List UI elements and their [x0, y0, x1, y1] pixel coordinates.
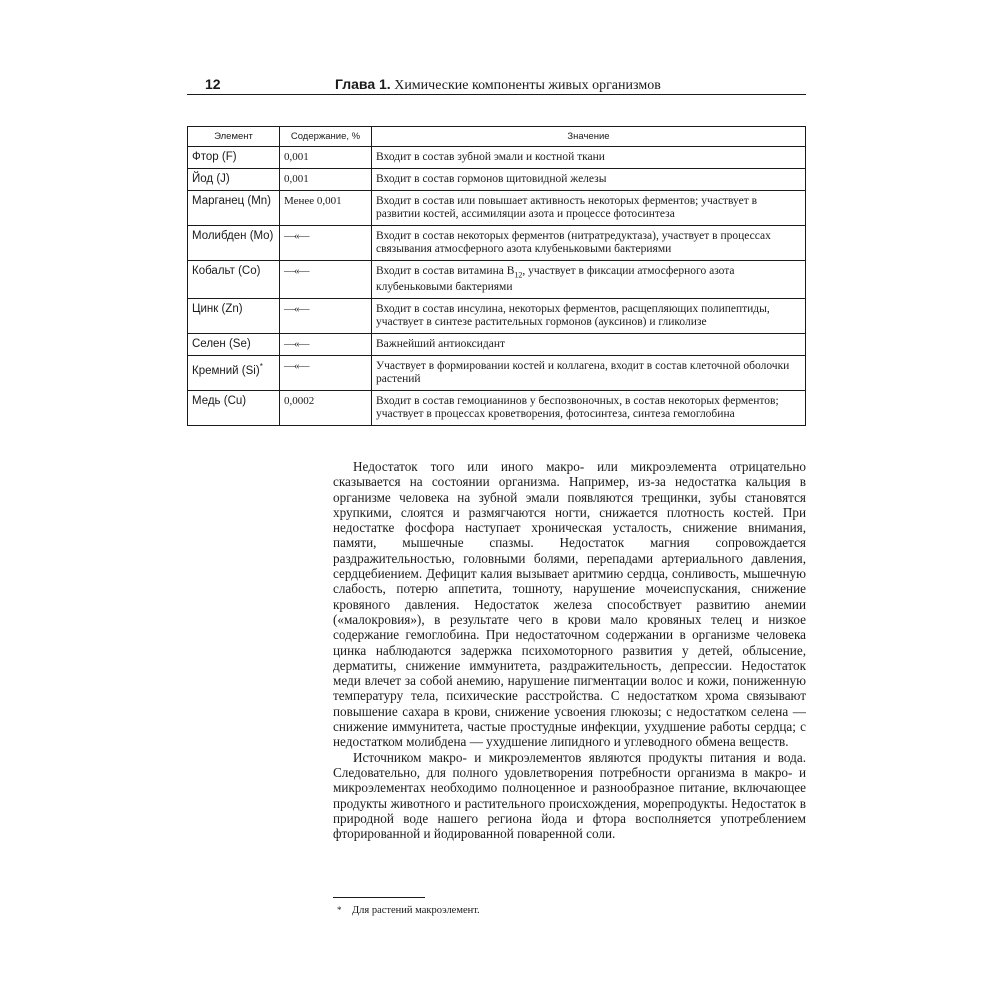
- content-cell: 0,0002: [280, 391, 372, 426]
- content-cell: —«—: [280, 356, 372, 391]
- content-cell: 0,001: [280, 147, 372, 169]
- footnote: [337, 904, 480, 917]
- footnote-mark: *: [337, 905, 342, 915]
- running-head: [335, 76, 661, 94]
- table-row: [188, 261, 806, 299]
- body-text: [333, 459, 806, 841]
- table-row: [188, 391, 806, 426]
- footnote-text: Для растений макроэлемент.: [352, 905, 480, 916]
- meaning-text-end: , участвует в фиксации атмосферного азота клубеньковыми бактериями: [376, 265, 735, 294]
- paragraph-deficiency: Недостаток того или иного макро- или микроэлемента отрицательно сказывается на состоянии организма. Например, из-за недостатка кальция в организме человека на зубной эмали появляются трещинки, зубы становятся хрупкими, слоятся и размягчаются ногти, снижается плотность костей. При недостатке фосфора наступает хроническая усталость, снижение внимания, памяти, мышечные спазмы. Недостаток магния сопровождается раздражительностью, головными болями, перепадами артериального давления, сердцебиением. Дефицит калия вызывает аритмию сердца, сонливость, мышечную слабость, потерю аппетита, тошноту, нарушение мочеиспускания, снижение кровяного давления. Недостаток железа способствует развитию анемии («малокровия»), в результате чего в крови мало кровяных телец и низкое содержание гемоглобина. При недостаточном содержании в организме человека цинка наблюдаются задержка психомоторного развития у детей, облысение, дерматиты, снижение иммунитета, раздражительность, депрессии. Недостаток меди влечет за собой анемию, нарушение пигментации волос и кожи, пониженную температуру тела, психические расстройства. С недостатком хрома связывают повышение сахара в крови, снижение усвоения глюкозы; с недостатком селена — снижение иммунитета, частые простудные инфекции, ухудшение работы сердца; с недостатком молибдена — ухудшение липидного и углеводного обмена веществ.: [333, 459, 806, 750]
- vitamin-subscript: 12: [514, 270, 523, 280]
- content-cell: —«—: [280, 226, 372, 261]
- content-cell: —«—: [280, 334, 372, 356]
- meaning-cell: Входит в состав инсулина, некоторых ферментов, расщепляющих полипептиды, участвует в синтезе растительных гормонов (ауксинов) и гликолизе: [372, 299, 806, 334]
- table-row: [188, 356, 806, 391]
- meaning-cell: Участвует в формировании костей и коллагена, входит в состав клеточной оболочки растений: [372, 356, 806, 391]
- column-header-content: Содержание, %: [280, 127, 372, 147]
- table-row: [188, 226, 806, 261]
- table-row: [188, 191, 806, 226]
- content-cell: Менее 0,001: [280, 191, 372, 226]
- element-cell: Молибден (Mo): [188, 226, 280, 261]
- content-cell: —«—: [280, 299, 372, 334]
- table-header-row: [188, 127, 806, 147]
- microelements-table: [187, 126, 806, 426]
- content-cell: 0,001: [280, 169, 372, 191]
- meaning-text-start: Входит в состав витамина B: [376, 265, 515, 277]
- meaning-cell: Входит в состав или повышает активность некоторых ферментов; участвует в развитии костей, ассимиляции азота и процессе фотосинтеза: [372, 191, 806, 226]
- paragraph-sources: Источником макро- и микроэлементов являются продукты питания и вода. Следовательно, для полного удовлетворения потребности организма в макро- и микроэлементах необходимо полноценное и разнообразное питание, включающее продукты животного и растительного происхождения, морепродукты. Недостаток в природной воде нашего региона йода и фтора восполняется употреблением фторированной и йодированной поваренной соли.: [333, 749, 806, 842]
- meaning-cell: Входит в состав гормонов щитовидной железы: [372, 169, 806, 191]
- footnote-rule: [333, 897, 425, 898]
- element-cell: Цинк (Zn): [188, 299, 280, 334]
- chapter-title: Химические компоненты живых организмов: [394, 78, 661, 93]
- page-number: 12: [205, 76, 221, 92]
- running-header: [187, 76, 806, 95]
- element-cell: [188, 356, 280, 391]
- element-name: Кремний (Si): [192, 365, 260, 378]
- table-row: [188, 147, 806, 169]
- element-cell: Марганец (Mn): [188, 191, 280, 226]
- meaning-cell: Входит в состав зубной эмали и костной ткани: [372, 147, 806, 169]
- element-cell: Селен (Se): [188, 334, 280, 356]
- element-cell: Йод (J): [188, 169, 280, 191]
- footnote-ref-mark: *: [259, 362, 263, 372]
- table-row: [188, 334, 806, 356]
- column-header-meaning: Значение: [372, 127, 806, 147]
- meaning-cell: [372, 261, 806, 299]
- element-cell: Медь (Cu): [188, 391, 280, 426]
- element-cell: Фтор (F): [188, 147, 280, 169]
- content-cell: —«—: [280, 261, 372, 299]
- meaning-cell: Важнейший антиоксидант: [372, 334, 806, 356]
- meaning-cell: Входит в состав гемоцианинов у беспозвоночных, в состав некоторых ферментов; участвует в процессах кроветворения, фотосинтеза, синтеза гемоглобина: [372, 391, 806, 426]
- element-cell: Кобальт (Co): [188, 261, 280, 299]
- column-header-element: Элемент: [188, 127, 280, 147]
- table-row: [188, 299, 806, 334]
- table-row: [188, 169, 806, 191]
- chapter-label: Глава 1.: [335, 76, 391, 92]
- meaning-cell: Входит в состав некоторых ферментов (нитратредуктаза), участвует в процессах связывания атмосферного азота клубеньковыми бактериями: [372, 226, 806, 261]
